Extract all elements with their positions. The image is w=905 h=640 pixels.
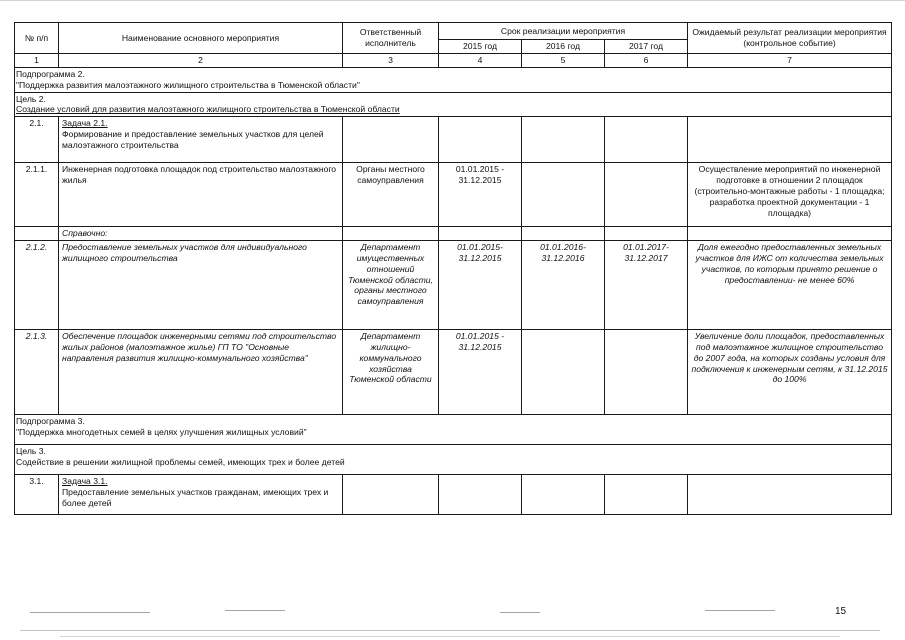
col-number: 2 [59,54,343,68]
task-label: Задача 2.1. [62,118,108,129]
measure-period-2017 [605,163,688,227]
measure-period-2016 [522,330,605,415]
subprogram-3-label: Подпрограмма 3. [16,416,85,427]
measure-period-2016: 01.01.2016- 31.12.2016 [522,241,605,330]
row-num: 2.1. [15,117,59,163]
measures-table [14,22,892,515]
col-number: 3 [343,54,439,68]
reference-row [15,227,892,241]
header-name: Наименование основного мероприятия [59,23,343,54]
measure-2-1-3-row [15,330,892,415]
subprogram-3-title: "Поддержка многодетных семей в целях улучшения жилищных условий" [16,426,307,437]
measure-executor: Департамент имущественных отношений Тюменской области, органы местного самоуправления [343,241,439,330]
subprogram-2-title: "Поддержка развития малоэтажного жилищного строительства в Тюменской области" [16,79,360,90]
measure-period-2015: 01.01.2015 - 31.12.2015 [439,330,522,415]
row-num: 2.1.1. [15,163,59,227]
measure-period-2015: 01.01.2015- 31.12.2015 [439,241,522,330]
header-period: Срок реализации мероприятия [439,23,688,40]
measure-period-2017: 01.01.2017- 31.12.2017 [605,241,688,330]
header-year-2016: 2016 год [522,40,605,54]
measure-result: Доля ежегодно предоставленных земельных участков для ИЖС от количества земельных участков, по которым принято решение о предоставлении- не менее 60% [688,241,892,330]
subprogram-2-row [15,68,892,93]
header-result: Ожидаемый результат реализации мероприятия (контрольное событие) [688,23,892,54]
task-name: Предоставление земельных участков гражданам, имеющих трех и более детей [62,486,329,508]
subprogram-2-label: Подпрограмма 2. [16,69,85,79]
goal-2-label: Цель 2. [16,93,46,104]
goal-3-row [15,445,892,475]
task-3-1-row [15,475,892,515]
scan-artifact [225,610,285,611]
row-num: 3.1. [15,475,59,515]
measure-name: Предоставление земельных участков для индивидуального жилищного строительства [59,241,343,330]
measure-2-1-2-row [15,241,892,330]
col-number: 5 [522,54,605,68]
col-number: 6 [605,54,688,68]
measure-period-2016 [522,163,605,227]
measure-period-2015: 01.01.2015 - 31.12.2015 [439,163,522,227]
goal-3-title: Содействие в решении жилищной проблемы семей, имеющих трех и более детей [16,456,345,467]
header-year-2015: 2015 год [439,40,522,54]
measure-2-1-1-row [15,163,892,227]
row-num: 2.1.3. [15,330,59,415]
task-name: Формирование и предоставление земельных участков для целей малоэтажного строительства [62,129,324,150]
measure-name: Обеспечение площадок инженерными сетями под строительство жилых районов (малоэтажное жилье) ГП ТО "Основные направления развития жилищно-коммунального хозяйства" [59,330,343,415]
scan-artifact [60,636,840,637]
scan-artifact [30,612,150,613]
measure-result: Увеличение доли площадок, предоставленных под малоэтажное жилищное строительство до 2007 года, на которых созданы условия для подключения к инженерным сетям, к 31.12.2015 до 100% [688,330,892,415]
header-row [15,23,892,40]
column-numbers-row [15,54,892,68]
col-number: 1 [15,54,59,68]
task-label: Задача 3.1. [62,476,108,487]
header-num: № п/п [15,23,59,54]
measure-name: Инженерная подготовка площадок под строительство малоэтажного жилья [59,163,343,227]
measure-executor: Органы местного самоуправления [343,163,439,227]
header-executor: Ответственный исполнитель [343,23,439,54]
task-2-1-row [15,117,892,163]
goal-3-label: Цель 3. [16,446,46,457]
scan-artifact [500,612,540,613]
reference-label: Справочно: [59,227,343,241]
scan-artifact [20,630,880,631]
row-num: 2.1.2. [15,241,59,330]
page-number: 15 [835,606,847,617]
scan-edge [0,0,905,1]
measure-executor: Департамент жилищно-коммунального хозяйства Тюменской области [343,330,439,415]
measure-period-2017 [605,330,688,415]
measure-result: Осуществление мероприятий по инженерной подготовке в отношении 2 площадок (строительно-монтажные работы - 1 площадка; разработка проектной документации - 1 площадка) [688,163,892,227]
header-year-2017: 2017 год [605,40,688,54]
col-number: 4 [439,54,522,68]
col-number: 7 [688,54,892,68]
goal-2-row [15,92,892,117]
subprogram-3-row [15,415,892,445]
goal-2-title: Создание условий для развития малоэтажного жилищного строительства в Тюменской области [16,104,400,115]
scan-artifact [705,610,775,611]
